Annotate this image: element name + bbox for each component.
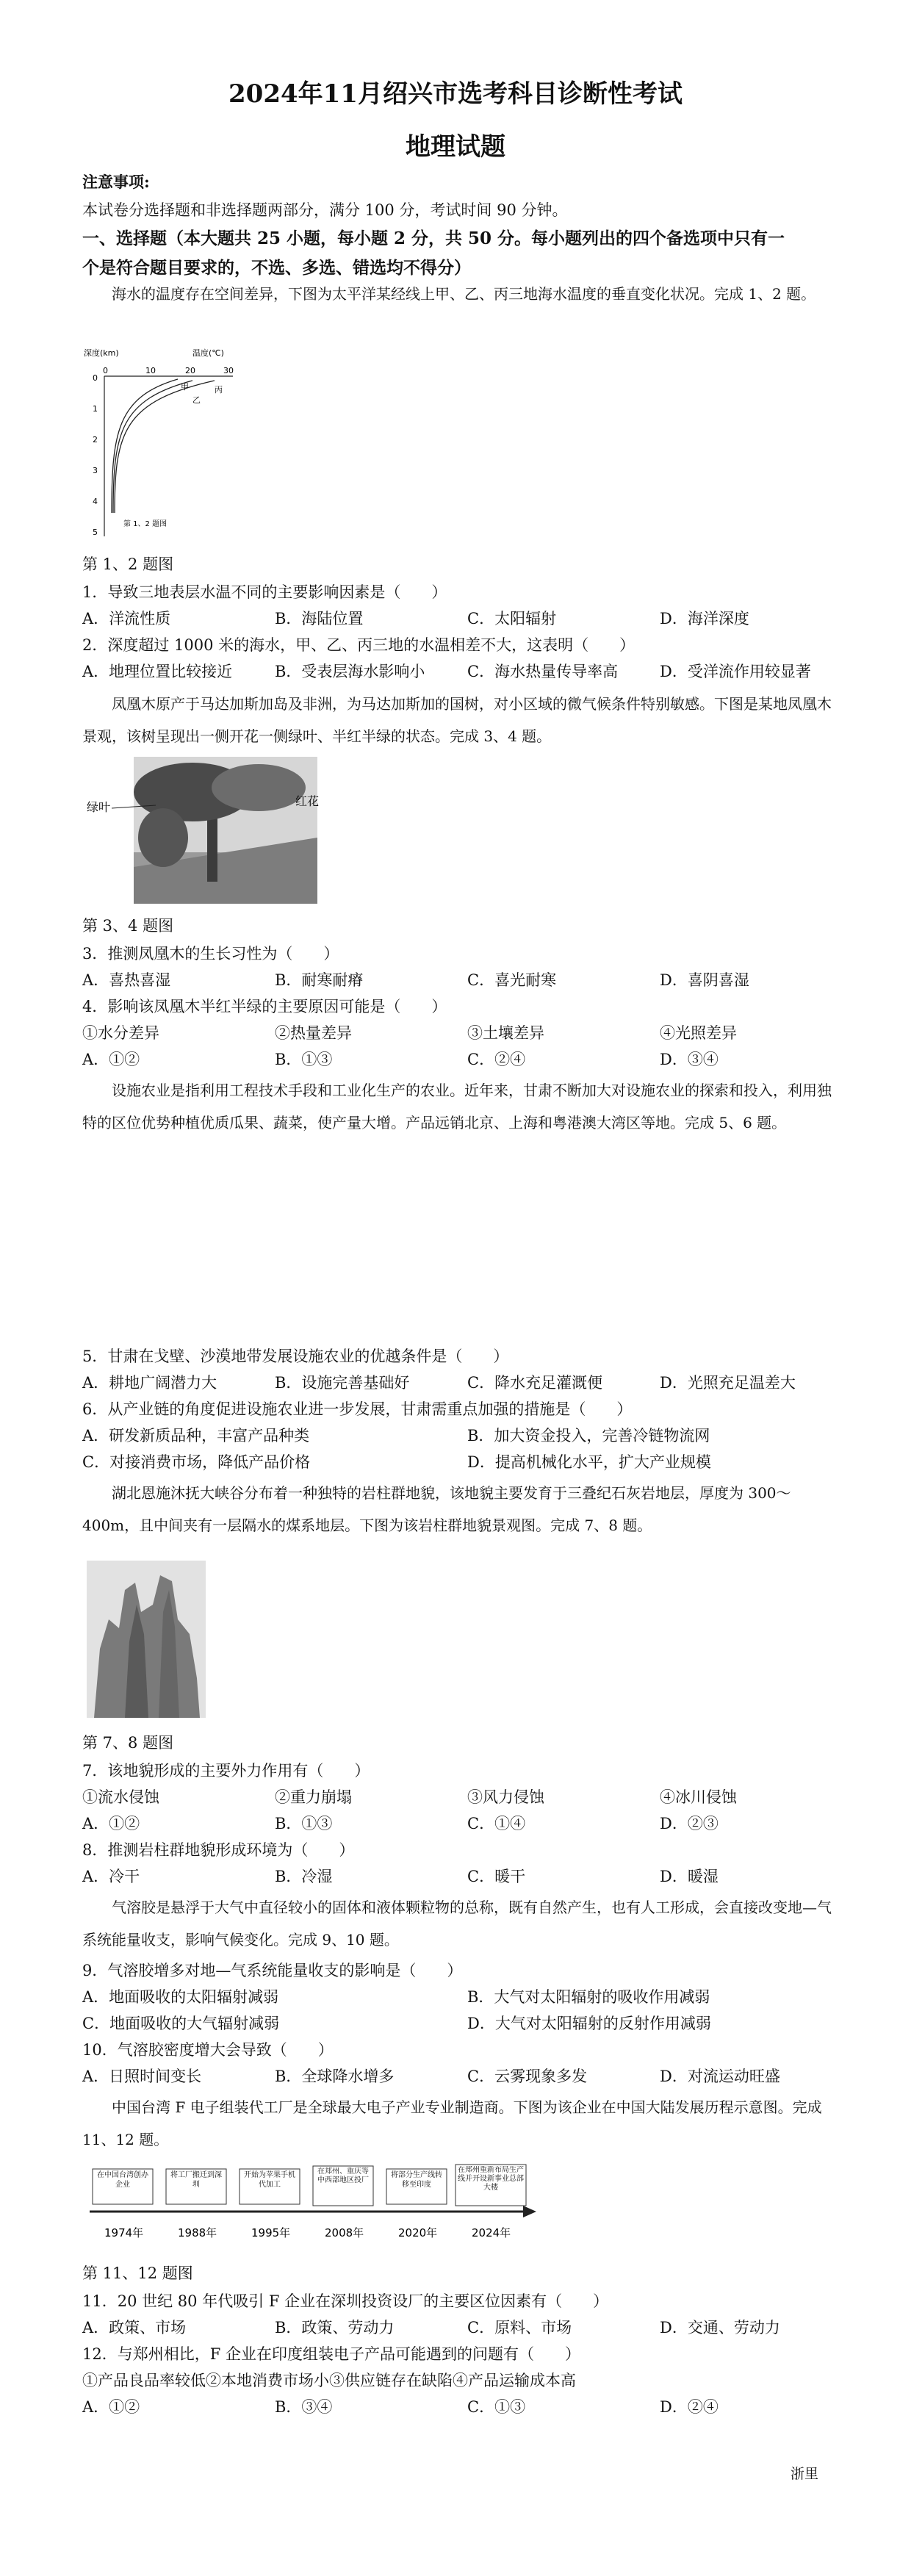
notice-label: 注意事项: bbox=[82, 173, 150, 191]
q5-option-b[interactable]: B．设施完善基础好 bbox=[275, 1374, 410, 1392]
figure-label-q3-4: 第 3、4 题图 bbox=[82, 917, 174, 935]
q11-stem: 11．20 世纪 80 年代吸引 F 企业在深圳投资设厂的主要区位因素有（ ） bbox=[82, 2292, 609, 2310]
q5-stem: 5．甘肃在戈壁、沙漠地带发展设施农业的优越条件是（ ） bbox=[82, 1348, 509, 1365]
page-mark: 浙里 bbox=[791, 2466, 819, 2482]
q12-stem: 12．与郑州相比，F 企业在印度组装电子产品可能遇到的问题有（ ） bbox=[82, 2345, 580, 2363]
intro-q11-12: 中国台湾 F 电子组装代工厂是全球最大电子产业专业制造商。下图为该企业在中国大陆发展历程示意图。完成 11、12 题。 bbox=[82, 2098, 822, 2148]
timeline-arrow bbox=[523, 2206, 536, 2217]
event-label: 在中国台湾创办企业 bbox=[97, 2171, 148, 2189]
event-year: 1995年 bbox=[251, 2226, 291, 2239]
label-red-flower: 红花 bbox=[295, 794, 320, 808]
q12-factors: ①产品良品率较低②本地消费市场小③供应链存在缺陷④产品运输成本高 bbox=[82, 2372, 576, 2389]
q12-option-d[interactable]: D．②④ bbox=[660, 2398, 719, 2416]
q10-option-c[interactable]: C．云雾现象多发 bbox=[467, 2068, 588, 2085]
q3-option-d[interactable]: D．喜阴喜湿 bbox=[660, 971, 749, 989]
event-year: 1988年 bbox=[178, 2226, 217, 2239]
q1-option-d[interactable]: D．海洋深度 bbox=[660, 610, 749, 627]
y-tick-3: 3 bbox=[93, 466, 98, 475]
rock-pillar-photo bbox=[87, 1561, 206, 1718]
company-timeline bbox=[82, 2163, 552, 2253]
event-year: 1974年 bbox=[104, 2226, 144, 2239]
q4-option-a[interactable]: A．①② bbox=[82, 1051, 140, 1068]
q3-stem: 3．推测凤凰木的生长习性为（ ） bbox=[82, 945, 339, 963]
event-label: 将部分生产线转移至印度 bbox=[391, 2171, 442, 2189]
q7-option-d[interactable]: D．②③ bbox=[660, 1815, 719, 1832]
q12-option-c[interactable]: C．①③ bbox=[467, 2398, 526, 2416]
q4-option-b[interactable]: B．①③ bbox=[275, 1051, 333, 1068]
y-tick-0: 0 bbox=[93, 373, 98, 383]
q10-option-d[interactable]: D．对流运动旺盛 bbox=[660, 2068, 780, 2085]
q8-option-b[interactable]: B．冷湿 bbox=[275, 1868, 333, 1885]
y-tick-1: 1 bbox=[93, 404, 98, 414]
exam-title: 2024年11月绍兴市选考科目诊断性考试 bbox=[228, 79, 683, 109]
q10-stem: 10．气溶胶密度增大会导致（ ） bbox=[82, 2041, 334, 2059]
q9-option-b[interactable]: B．大气对太阳辐射的吸收作用减弱 bbox=[467, 1988, 710, 2006]
intro-q7-8: 湖北恩施沐抚大峡谷分布着一种独特的岩柱群地貌，该地貌主要发育于三叠纪石灰岩地层，厚度为 300～400m，且中间夹有一层隔水的煤系地层。下图为该岩柱群地貌景观图。完成 7、8 题。 bbox=[82, 1484, 791, 1534]
event-year: 2024年 bbox=[472, 2226, 511, 2239]
q1-option-a[interactable]: A．洋流性质 bbox=[82, 610, 171, 627]
figure-label-q11-12: 第 11、12 题图 bbox=[82, 2264, 193, 2282]
y-axis-title: 深度(km) bbox=[84, 348, 119, 358]
section-heading-line2: 个是符合题目要求的，不选、多选、错选均不得分） bbox=[82, 258, 471, 278]
event-year: 2008年 bbox=[325, 2226, 364, 2239]
q4-factor-3: ③土壤差异 bbox=[467, 1024, 544, 1042]
q5-option-a[interactable]: A．耕地广阔潜力大 bbox=[82, 1374, 217, 1392]
curve-label-yi: 乙 bbox=[192, 395, 201, 405]
q1-stem: 1．导致三地表层水温不同的主要影响因素是（ ） bbox=[82, 583, 447, 601]
q2-option-d[interactable]: D．受洋流作用较显著 bbox=[660, 663, 811, 680]
q6-option-d[interactable]: D．提高机械化水平，扩大产业规模 bbox=[467, 1453, 711, 1471]
label-green-leaf: 绿叶 bbox=[87, 800, 111, 814]
q3-option-c[interactable]: C．喜光耐寒 bbox=[467, 971, 557, 989]
q11-option-c[interactable]: C．原料、市场 bbox=[467, 2319, 572, 2336]
exam-subtitle: 地理试题 bbox=[406, 132, 505, 162]
q8-option-c[interactable]: C．暖干 bbox=[467, 1868, 526, 1885]
q2-option-a[interactable]: A．地理位置比较接近 bbox=[82, 663, 233, 680]
q7-factor-3: ③风力侵蚀 bbox=[467, 1788, 544, 1806]
curve-jia bbox=[112, 379, 178, 513]
q7-factor-4: ④冰川侵蚀 bbox=[660, 1788, 737, 1806]
q11-option-d[interactable]: D．交通、劳动力 bbox=[660, 2319, 780, 2336]
curve-label-bing: 丙 bbox=[215, 385, 223, 395]
x-axis-title: 温度(℃) bbox=[192, 348, 224, 358]
q9-option-a[interactable]: A．地面吸收的太阳辐射减弱 bbox=[82, 1988, 279, 2006]
event-label: 将工厂搬迁到深圳 bbox=[170, 2171, 222, 2189]
q5-option-d[interactable]: D．光照充足温差大 bbox=[660, 1374, 796, 1392]
q4-factor-1: ①水分差异 bbox=[82, 1024, 159, 1042]
figure-label-q7-8: 第 7、8 题图 bbox=[82, 1734, 174, 1752]
event-year: 2020年 bbox=[398, 2226, 438, 2239]
q4-option-c[interactable]: C．②④ bbox=[467, 1051, 526, 1068]
q6-option-a[interactable]: A．研发新质品种，丰富产品种类 bbox=[82, 1427, 310, 1444]
event-label: 在郑州重新布局生产线并开设新事业总部大楼 bbox=[458, 2166, 524, 2192]
intro-q5-6: 设施农业是指利用工程技术手段和工业化生产的农业。近年来，甘肃不断加大对设施农业的探索和投入，利用独特的区位优势种植优质瓜果、蔬菜，使产量大增。产品远销北京、上海和粤港澳大湾区等地。完成 5、6 题。 bbox=[82, 1082, 832, 1132]
q7-option-a[interactable]: A．①② bbox=[82, 1815, 140, 1832]
q3-option-a[interactable]: A．喜热喜湿 bbox=[82, 971, 171, 989]
y-tick-2: 2 bbox=[93, 435, 98, 445]
q12-option-a[interactable]: A．①② bbox=[82, 2398, 140, 2416]
x-tick-30: 30 bbox=[223, 366, 234, 375]
y-tick-4: 4 bbox=[93, 497, 98, 506]
event-label: 在郑州、重庆等中西部地区投厂 bbox=[317, 2167, 369, 2184]
q7-factor-1: ①流水侵蚀 bbox=[82, 1788, 159, 1806]
q6-option-c[interactable]: C．对接消费市场，降低产品价格 bbox=[82, 1453, 311, 1471]
figure-label-q1-2: 第 1、2 题图 bbox=[82, 555, 174, 573]
q6-option-b[interactable]: B．加大资金投入，完善冷链物流网 bbox=[467, 1427, 710, 1444]
q9-option-c[interactable]: C．地面吸收的大气辐射减弱 bbox=[82, 2015, 280, 2032]
timeline-event bbox=[240, 2169, 300, 2239]
timeline-event bbox=[386, 2169, 447, 2239]
q2-stem: 2．深度超过 1000 米的海水，甲、乙、丙三地的水温相差不大，这表明（ ） bbox=[82, 636, 635, 654]
q5-option-c[interactable]: C．降水充足灌溉便 bbox=[467, 1374, 603, 1392]
intro-q9-10: 气溶胶是悬浮于大气中直径较小的固体和液体颗粒物的总称，既有自然产生，也有人工形成，会直接改变地—气系统能量收支，影响气候变化。完成 9、10 题。 bbox=[82, 1899, 832, 1949]
q1-option-c[interactable]: C．太阳辐射 bbox=[467, 610, 557, 627]
intro-q1-2: 海水的温度存在空间差异，下图为太平洋某经线上甲、乙、丙三地海水温度的垂直变化状况。完成 1、2 题。 bbox=[112, 285, 816, 303]
q9-option-d[interactable]: D．大气对太阳辐射的反射作用减弱 bbox=[467, 2015, 711, 2032]
curve-yi bbox=[113, 381, 192, 513]
x-tick-10: 10 bbox=[145, 366, 156, 375]
q7-stem: 7．该地貌形成的主要外力作用有（ ） bbox=[82, 1762, 370, 1780]
q10-option-b[interactable]: B．全球降水增多 bbox=[275, 2068, 395, 2085]
q7-option-c[interactable]: C．①④ bbox=[467, 1815, 526, 1832]
q4-factor-4: ④光照差异 bbox=[660, 1024, 737, 1042]
ocean-temperature-chart bbox=[82, 344, 244, 544]
event-label: 开始为苹果手机代加工 bbox=[244, 2171, 295, 2189]
timeline-event bbox=[166, 2169, 226, 2239]
notice-text: 本试卷分选择题和非选择题两部分，满分 100 分，考试时间 90 分钟。 bbox=[82, 201, 568, 219]
q8-option-d[interactable]: D．暖湿 bbox=[660, 1868, 719, 1885]
phoenix-tree-photo bbox=[82, 757, 332, 904]
x-tick-0: 0 bbox=[103, 366, 108, 375]
q4-stem: 4．影响该凤凰木半红半绿的主要原因可能是（ ） bbox=[82, 998, 447, 1015]
q2-option-c[interactable]: C．海水热量传导率高 bbox=[467, 663, 619, 680]
q2-option-b[interactable]: B．受表层海水影响小 bbox=[275, 663, 425, 680]
q1-option-b[interactable]: B．海陆位置 bbox=[275, 610, 364, 627]
section-heading-line1: 一、选择题（本大题共 25 小题，每小题 2 分，共 50 分。每小题列出的四个备选项中只有一 bbox=[82, 229, 785, 248]
q6-stem: 6．从产业链的角度促进设施农业进一步发展，甘肃需重点加强的措施是（ ） bbox=[82, 1400, 633, 1418]
timeline-event bbox=[93, 2169, 153, 2239]
q4-option-d[interactable]: D．③④ bbox=[660, 1051, 719, 1068]
q9-stem: 9．气溶胶增多对地—气系统能量收支的影响是（ ） bbox=[82, 1962, 463, 1979]
timeline-event bbox=[455, 2165, 526, 2239]
q11-option-b[interactable]: B．政策、劳动力 bbox=[275, 2319, 395, 2336]
intro-q3-4: 凤凰木原产于马达加斯加岛及非洲，为马达加斯加的国树，对小区域的微气候条件特别敏感。下图是某地凤凰木景观，该树呈现出一侧开花一侧绿叶、半红半绿的状态。完成 3、4 题。 bbox=[82, 695, 832, 745]
figure-inner-caption: 第 1、2 题图 bbox=[123, 520, 168, 528]
timeline-event bbox=[313, 2166, 373, 2239]
q11-option-a[interactable]: A．政策、市场 bbox=[82, 2319, 187, 2336]
q10-option-a[interactable]: A．日照时间变长 bbox=[82, 2068, 202, 2085]
x-tick-20: 20 bbox=[185, 366, 195, 375]
q3-option-b[interactable]: B．耐寒耐瘠 bbox=[275, 971, 364, 989]
q4-factor-2: ②热量差异 bbox=[275, 1024, 352, 1042]
curve-label-jia: 甲 bbox=[181, 382, 189, 392]
q8-stem: 8．推测岩柱群地貌形成环境为（ ） bbox=[82, 1841, 355, 1859]
q8-option-a[interactable]: A．冷干 bbox=[82, 1868, 140, 1885]
q7-option-b[interactable]: B．①③ bbox=[275, 1815, 333, 1832]
y-tick-5: 5 bbox=[93, 528, 98, 537]
q12-option-b[interactable]: B．③④ bbox=[275, 2398, 333, 2416]
q7-factor-2: ②重力崩塌 bbox=[275, 1788, 352, 1806]
